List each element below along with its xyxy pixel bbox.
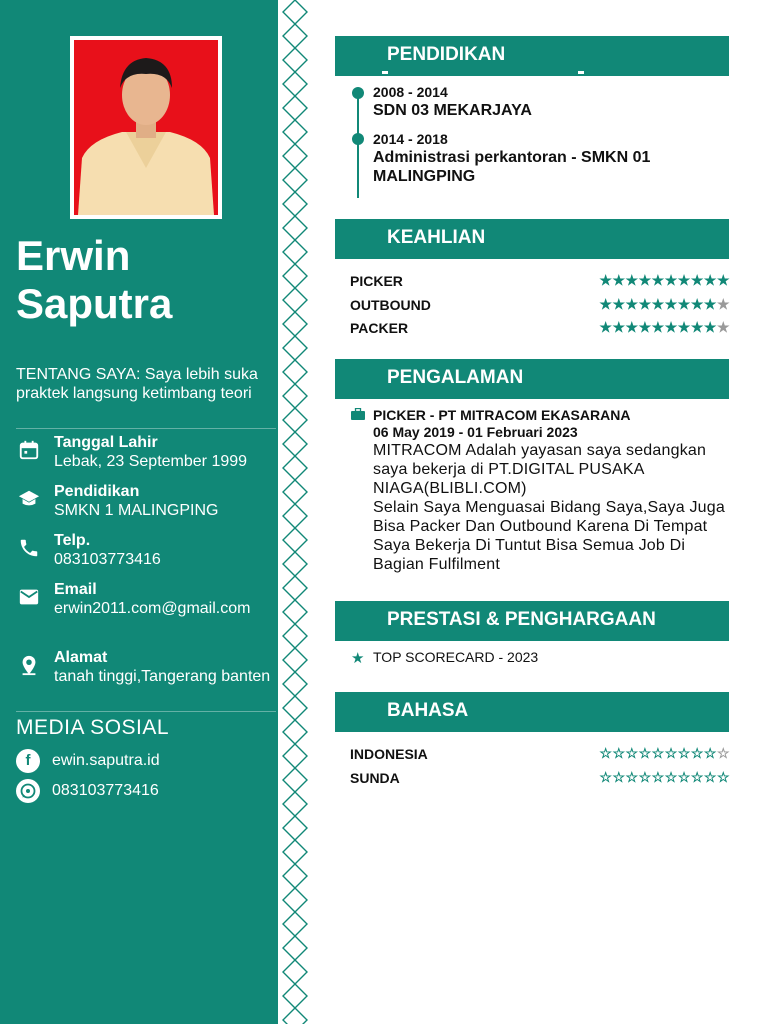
star-icon: ☆ — [677, 745, 691, 761]
star-icon: ★ — [677, 296, 691, 312]
star-icon: ★ — [651, 319, 665, 335]
star-icon: ☆ — [599, 745, 613, 761]
skill-name: PICKER — [350, 273, 403, 289]
star-icon: ★ — [599, 319, 613, 335]
info-label: Pendidikan — [54, 483, 140, 500]
star-icon: ★ — [703, 319, 717, 335]
sidebar-divider — [16, 711, 276, 712]
star-icon: ★ — [612, 272, 626, 288]
star-icon: ★ — [625, 296, 639, 312]
timeline-dot — [352, 87, 364, 99]
info-value: Lebak, 23 September 1999 — [54, 453, 248, 470]
experience-dates: 06 May 2019 - 01 Februari 2023 — [373, 424, 578, 440]
experience-description: MITRACOM Adalah yayasan saya sedangkan saya bekerja di PT.DIGITAL PUSAKA NIAGA(BLIBLI.COM) — [373, 442, 707, 497]
star-icon: ★ — [690, 319, 704, 335]
star-icon: ☆ — [651, 769, 665, 785]
info-value: SMKN 1 MALINGPING — [54, 502, 219, 519]
name-first: Erwin — [16, 232, 131, 279]
star-icon: ★ — [351, 650, 365, 667]
star-icon: ★ — [690, 272, 704, 288]
calendar-icon — [18, 439, 40, 461]
star-icon: ☆ — [716, 745, 730, 761]
education-school: SDN 03 MEKARJAYA — [373, 102, 532, 119]
star-icon: ☆ — [703, 745, 717, 761]
whatsapp-icon — [16, 779, 40, 803]
star-icon: ★ — [664, 296, 678, 312]
header-tab-mark — [578, 71, 584, 74]
email-icon — [18, 586, 40, 608]
info-value: 083103773416 — [54, 551, 161, 568]
skill-name: OUTBOUND — [350, 297, 431, 313]
media-title: MEDIA SOSIAL — [16, 716, 170, 739]
education-entry — [373, 131, 713, 186]
star-icon: ★ — [716, 296, 730, 312]
skill-name: PACKER — [350, 320, 409, 336]
language-rating — [599, 745, 730, 762]
star-icon: ★ — [625, 272, 639, 288]
star-icon: ☆ — [664, 745, 678, 761]
language-rating — [599, 769, 730, 786]
star-icon: ☆ — [599, 769, 613, 785]
star-icon: ☆ — [638, 745, 652, 761]
star-icon: ★ — [716, 272, 730, 288]
star-icon: ☆ — [638, 769, 652, 785]
section-skills-header: KEAHLIAN — [335, 219, 729, 259]
star-icon: ★ — [625, 319, 639, 335]
star-icon: ☆ — [651, 745, 665, 761]
star-icon: ☆ — [612, 769, 626, 785]
star-icon: ★ — [651, 272, 665, 288]
skill-rating — [599, 296, 730, 313]
star-icon: ☆ — [703, 769, 717, 785]
sidebar-divider — [16, 428, 276, 429]
social-value: 083103773416 — [52, 782, 159, 799]
star-icon: ☆ — [612, 745, 626, 761]
star-icon: ★ — [612, 319, 626, 335]
info-address — [16, 648, 276, 686]
star-icon: ☆ — [664, 769, 678, 785]
full-name — [16, 232, 172, 328]
star-icon: ☆ — [690, 745, 704, 761]
section-achievements-header: PRESTASI & PENGHARGAAN — [335, 601, 729, 641]
info-birthdate — [16, 433, 276, 471]
star-icon: ☆ — [716, 769, 730, 785]
star-icon: ★ — [677, 319, 691, 335]
language-name: SUNDA — [350, 770, 400, 786]
timeline-dot — [352, 133, 364, 145]
about-text: TENTANG SAYA: Saya lebih suka praktek langsung ketimbang teori — [16, 366, 258, 402]
graduation-cap-icon — [18, 488, 40, 510]
diamond-border-decoration — [280, 0, 310, 1024]
education-years: 2014 - 2018 — [373, 131, 448, 147]
star-icon: ★ — [638, 296, 652, 312]
facebook-icon: f — [16, 749, 40, 773]
skill-row — [350, 297, 730, 317]
skill-rating — [599, 272, 730, 289]
info-label: Tanggal Lahir — [54, 434, 158, 451]
info-phone — [16, 531, 276, 569]
briefcase-icon — [351, 408, 365, 420]
star-icon: ★ — [703, 296, 717, 312]
person-portrait-image — [74, 40, 218, 215]
star-icon: ★ — [664, 272, 678, 288]
star-icon: ★ — [651, 296, 665, 312]
info-value: tanah tinggi,Tangerang banten — [54, 668, 271, 685]
education-years: 2008 - 2014 — [373, 84, 448, 100]
education-school: Administrasi perkantoran - SMKN 01 MALINGPING — [373, 149, 651, 185]
star-icon: ☆ — [690, 769, 704, 785]
star-icon: ★ — [599, 296, 613, 312]
info-label: Alamat — [54, 649, 108, 666]
experience-title: PICKER - PT MITRACOM EKASARANA — [373, 407, 631, 423]
star-icon: ☆ — [625, 769, 639, 785]
skill-row — [350, 273, 730, 293]
star-icon: ☆ — [677, 769, 691, 785]
name-last: Saputra — [16, 280, 173, 327]
star-icon: ★ — [599, 272, 613, 288]
star-icon: ★ — [612, 296, 626, 312]
location-pin-icon — [18, 654, 40, 676]
section-experience-header: PENGALAMAN — [335, 359, 729, 399]
profile-photo — [70, 36, 222, 219]
info-education — [16, 482, 276, 520]
star-icon: ★ — [638, 272, 652, 288]
star-icon: ★ — [716, 319, 730, 335]
experience-description: Selain Saya Menguasai Bidang Saya,Saya Juga Bisa Packer Dan Outbound Karena Di Tempat Saya Bekerja Di Tuntut Bisa Semua Job Di Bagian Fulfilment — [373, 499, 725, 573]
info-value: erwin2011.com@gmail.com — [54, 600, 251, 617]
phone-icon — [18, 537, 40, 559]
info-label: Email — [54, 581, 97, 598]
experience-entry — [373, 407, 729, 574]
skill-row — [350, 320, 730, 340]
sidebar — [0, 0, 278, 1024]
section-languages-header: BAHASA — [335, 692, 729, 732]
star-icon: ★ — [690, 296, 704, 312]
star-icon: ★ — [664, 319, 678, 335]
star-icon: ★ — [703, 272, 717, 288]
star-icon: ☆ — [625, 745, 639, 761]
star-icon: ★ — [677, 272, 691, 288]
language-row — [350, 746, 730, 766]
header-tab-mark — [382, 71, 388, 74]
language-row — [350, 770, 730, 790]
skill-rating — [599, 319, 730, 336]
language-name: INDONESIA — [350, 746, 428, 762]
star-icon: ★ — [638, 319, 652, 335]
achievement-item: TOP SCORECARD - 2023 — [373, 649, 539, 665]
info-label: Telp. — [54, 532, 91, 549]
info-email — [16, 580, 276, 618]
social-value: ewin.saputra.id — [52, 752, 160, 769]
section-education-header: PENDIDIKAN — [335, 36, 729, 76]
education-entry — [373, 84, 713, 120]
